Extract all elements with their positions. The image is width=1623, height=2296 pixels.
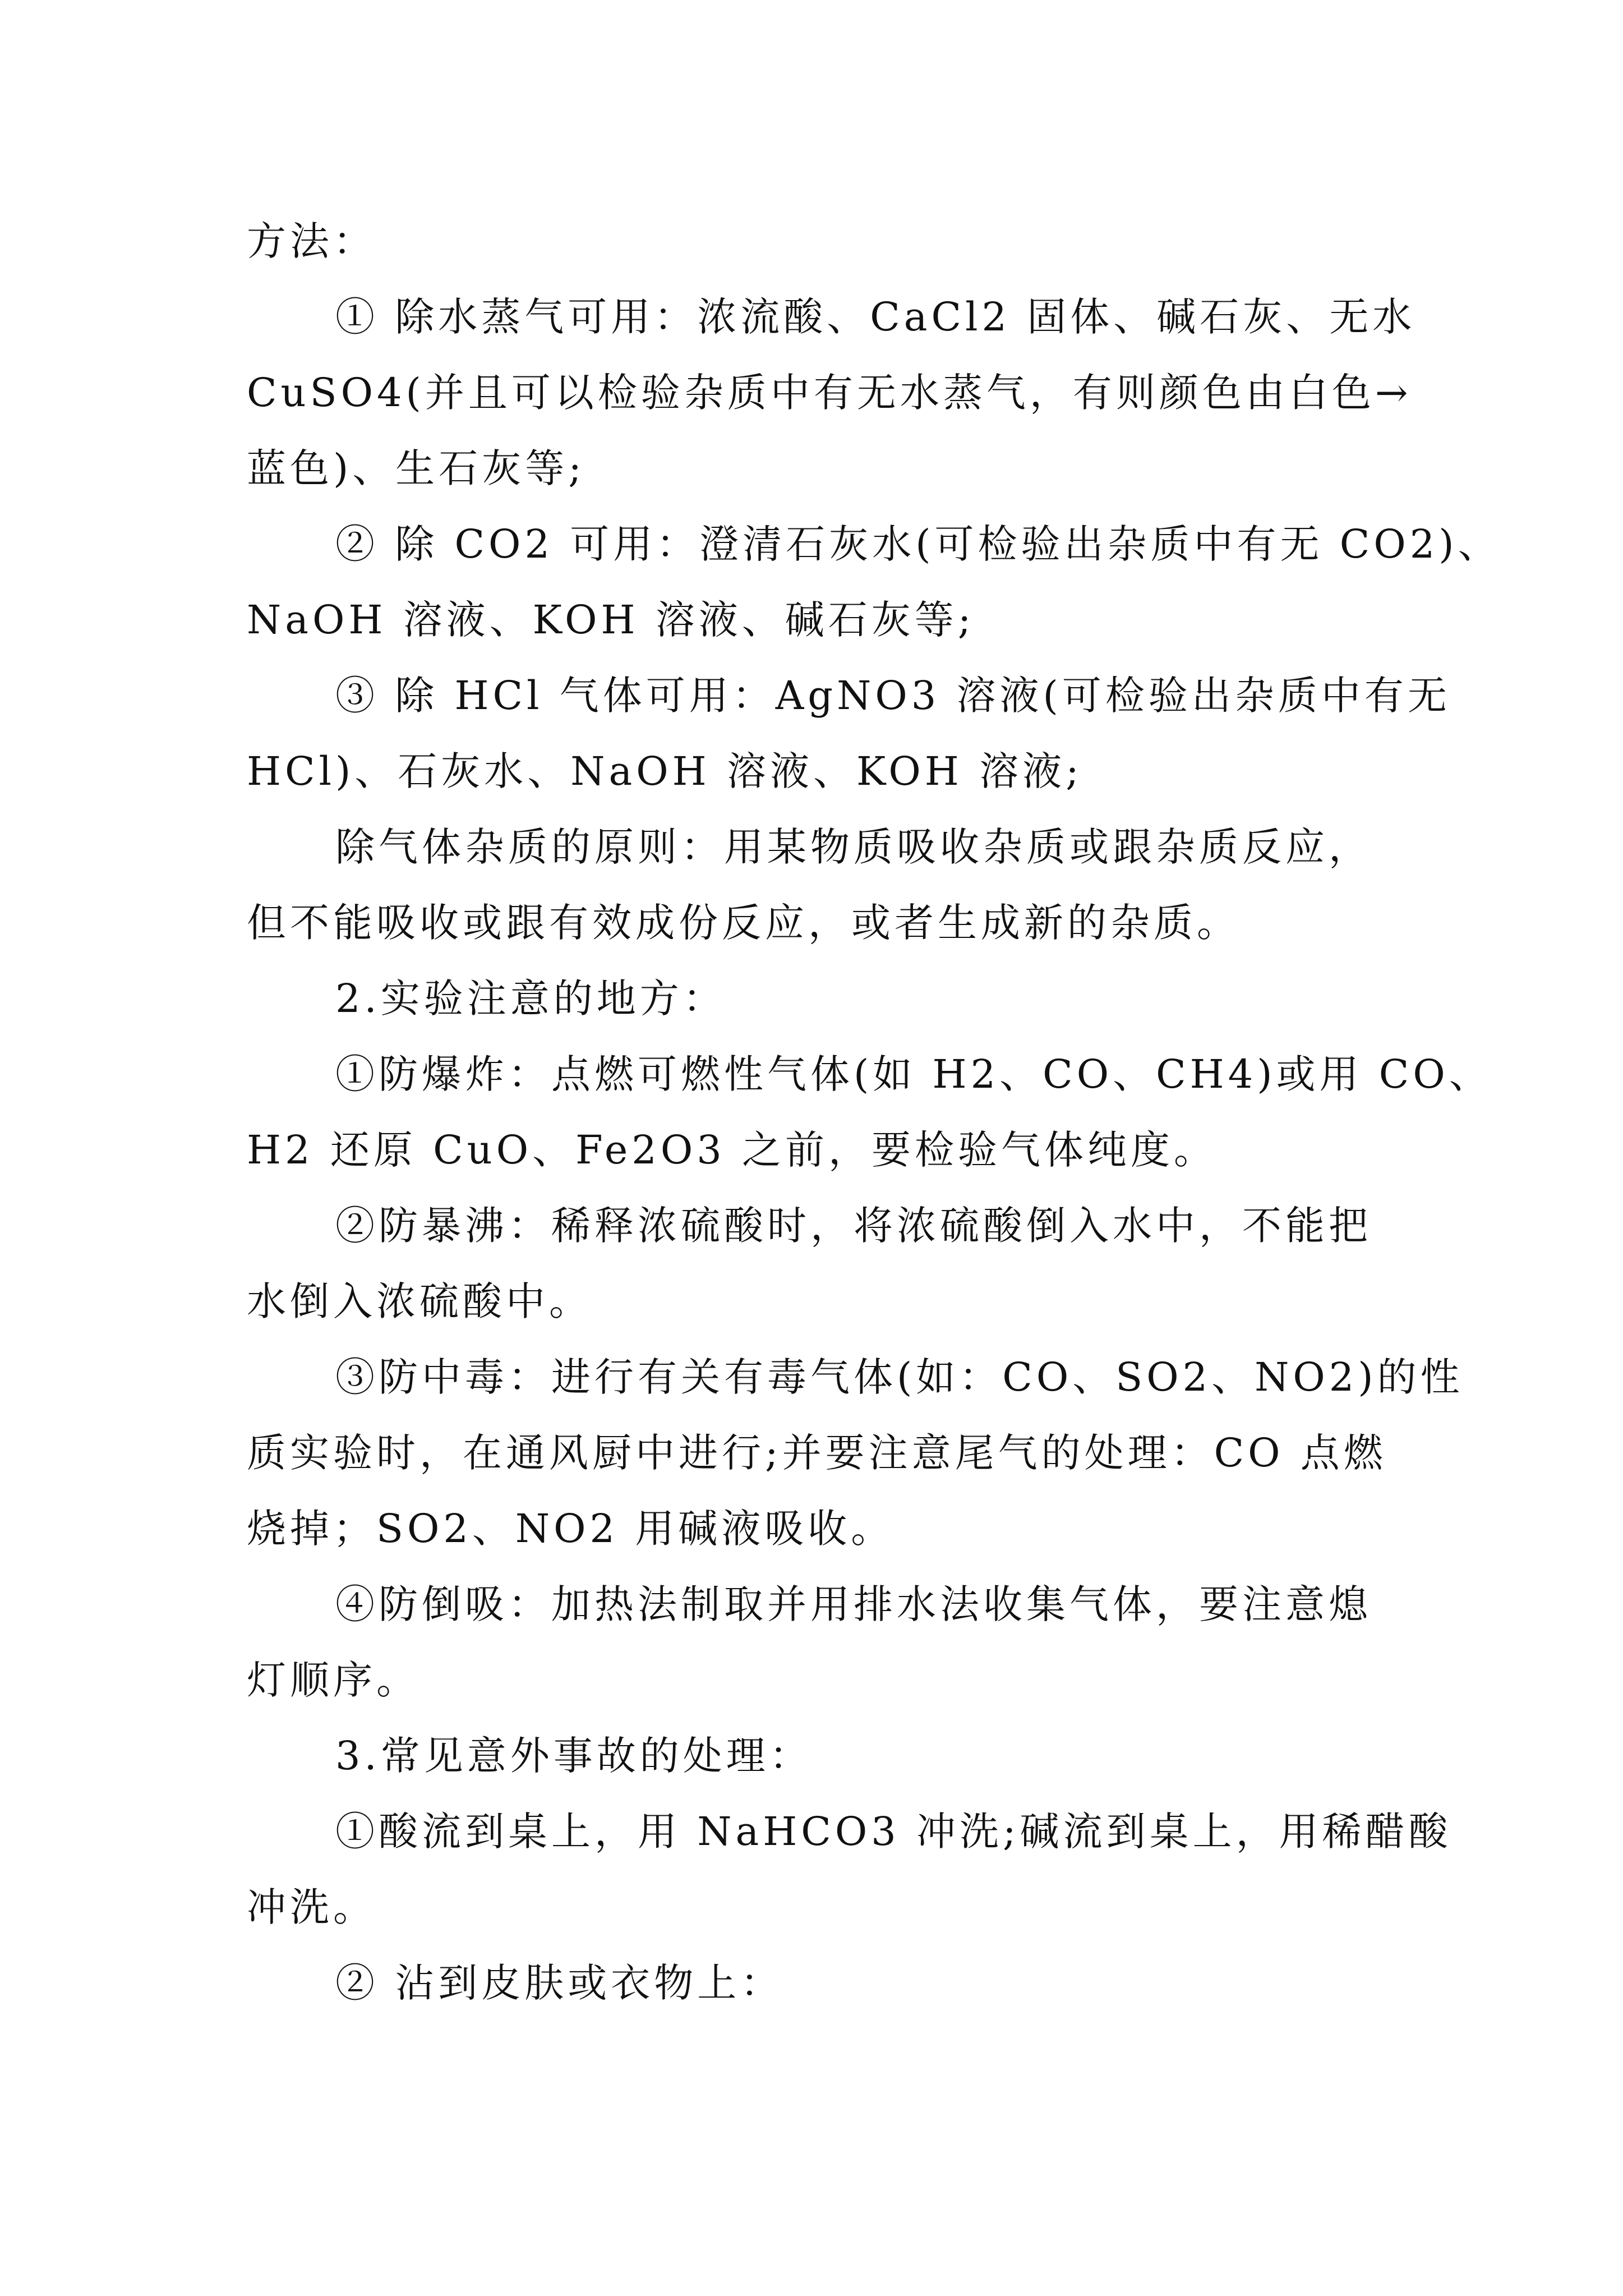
paragraph-line-naoh-koh-solution: NaOH 溶液、KOH 溶液、碱石灰等; xyxy=(247,597,975,643)
paragraph-line-skin-clothing: ② 沾到皮肤或衣物上： xyxy=(335,1960,784,2006)
paragraph-line-water-into-acid: 水倒入浓硫酸中。 xyxy=(247,1278,592,1324)
paragraph-line-remove-co2: ② 除 CO2 可用：澄清石灰水(可检验出杂质中有无 CO2)、 xyxy=(335,521,1501,567)
paragraph-line-acid-base-spill: ①酸流到桌上，用 NaHCO3 冲洗;碱流到桌上，用稀醋酸 xyxy=(335,1809,1452,1855)
section-heading-accident-handling: 3.常见意外事故的处理： xyxy=(335,1733,813,1779)
paragraph-line-prevent-suckback: ④防倒吸：加热法制取并用排水法收集气体，要注意熄 xyxy=(335,1581,1372,1627)
paragraph-line-hcl-limewater: HCl)、石灰水、NaOH 溶液、KOH 溶液; xyxy=(247,748,1083,794)
section-heading-experiment-notes: 2.实验注意的地方： xyxy=(335,976,726,1022)
paragraph-line-fume-hood: 质实验时，在通风厨中进行;并要注意尾气的处理：CO 点燃 xyxy=(247,1430,1387,1476)
paragraph-line-prevent-bumping: ②防暴沸：稀释浓硫酸时，将浓硫酸倒入水中，不能把 xyxy=(335,1203,1372,1249)
paragraph-line-blue-quicklime: 蓝色)、生石灰等; xyxy=(247,445,585,491)
paragraph-line-principle-continued: 但不能吸收或跟有效成份反应，或者生成新的杂质。 xyxy=(247,900,1240,946)
paragraph-line-check-purity: H2 还原 CuO、Fe2O3 之前，要检验气体纯度。 xyxy=(247,1127,1217,1173)
paragraph-line-cuso4-test: CuSO4(并且可以检验杂质中有无水蒸气，有则颜色由白色→ xyxy=(247,370,1412,416)
paragraph-line-remove-water-vapor: ① 除水蒸气可用：浓流酸、CaCl2 固体、碱石灰、无水 xyxy=(335,294,1416,340)
paragraph-line-burn-off: 烧掉；SO2、NO2 用碱液吸收。 xyxy=(247,1506,895,1552)
paragraph-line-prevent-explosion: ①防爆炸：点燃可燃性气体(如 H2、CO、CH4)或用 CO、 xyxy=(335,1051,1492,1097)
paragraph-line-prevent-poisoning: ③防中毒：进行有关有毒气体(如：CO、SO2、NO2)的性 xyxy=(335,1354,1464,1400)
paragraph-line-removal-principle: 除气体杂质的原则：用某物质吸收杂质或跟杂质反应， xyxy=(335,824,1372,870)
paragraph-line-lamp-order: 灯顺序。 xyxy=(247,1657,419,1703)
paragraph-line-remove-hcl: ③ 除 HCl 气体可用：AgNO3 溶液(可检验出杂质中有无 xyxy=(335,673,1451,719)
paragraph-line-methods-heading: 方法： xyxy=(247,218,376,264)
paragraph-line-rinse: 冲洗。 xyxy=(247,1884,376,1930)
